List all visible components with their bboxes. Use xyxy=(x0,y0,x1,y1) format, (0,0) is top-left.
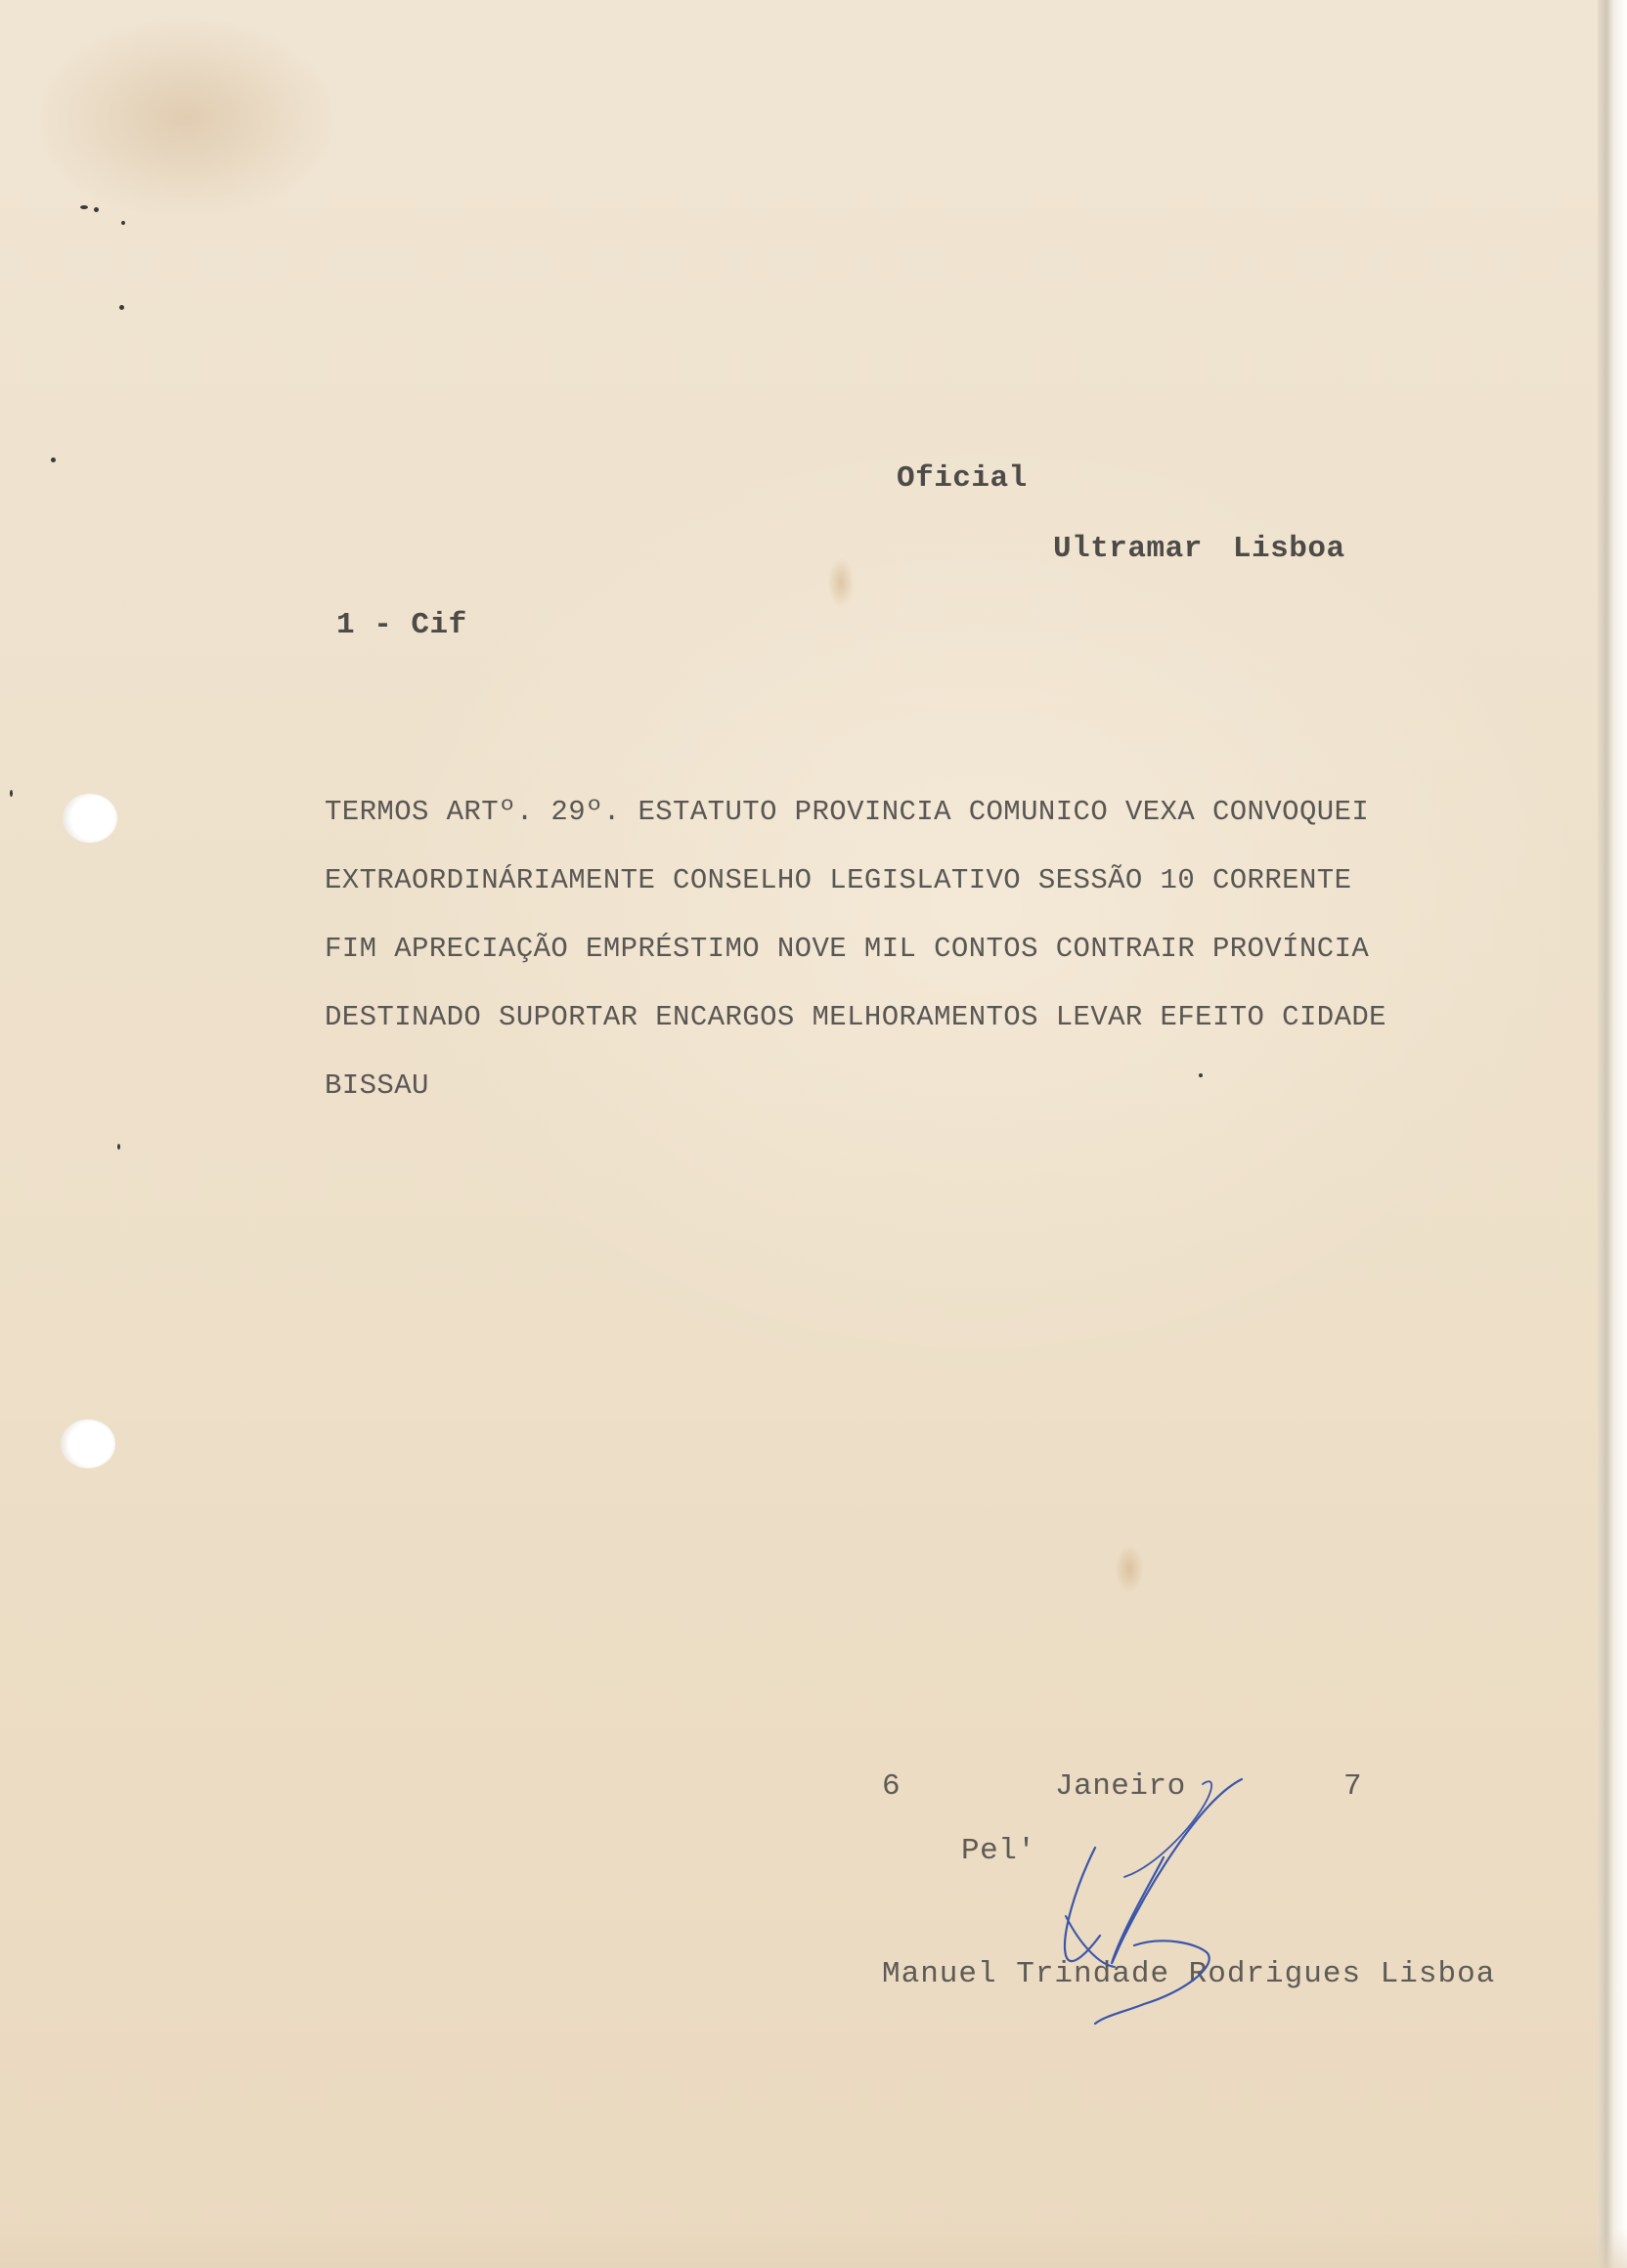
date-year: 7 xyxy=(1343,1769,1363,1804)
body-line: FIM APRECIAÇÃO EMPRÉSTIMO NOVE MIL CONTOS CONTRAIR PROVÍNCIA xyxy=(325,933,1370,965)
signer-name: Manuel Trindade Rodrigues Lisboa xyxy=(882,1957,1496,1991)
body-line: DESTINADO SUPORTAR ENCARGOS MELHORAMENTOS LEVAR EFEITO CIDADE xyxy=(325,1001,1386,1033)
ink-speck xyxy=(51,458,56,462)
date-day: 6 xyxy=(882,1769,901,1804)
telegram-body xyxy=(325,778,1386,1120)
punch-hole-top xyxy=(63,794,117,843)
body-line: TERMOS ARTº. 29º. ESTATUTO PROVINCIA COMUNICO VEXA CONVOQUEI xyxy=(325,796,1370,828)
body-line: EXTRAORDINÁRIAMENTE CONSELHO LEGISLATIVO SESSÃO 10 CORRENTE xyxy=(325,864,1352,896)
punch-hole-bottom xyxy=(61,1419,115,1468)
classification-label: Oficial xyxy=(897,461,1028,496)
page-shadow xyxy=(0,2229,1627,2268)
paper-stain xyxy=(1115,1545,1144,1593)
ink-speck xyxy=(121,221,125,225)
body-line: BISSAU xyxy=(325,1069,429,1102)
handwritten-signature xyxy=(1007,1760,1271,2033)
page-edge xyxy=(1598,0,1627,2268)
ink-speck xyxy=(117,1144,120,1150)
pel-label: Pel' xyxy=(961,1834,1036,1868)
ink-speck xyxy=(80,205,88,209)
ink-speck xyxy=(94,207,99,212)
ink-speck xyxy=(119,305,124,310)
reference-number: 1 - Cif xyxy=(336,608,467,642)
date-month: Janeiro xyxy=(1055,1769,1186,1804)
destination-label: Ultramar Lisboa xyxy=(1053,532,1345,566)
ink-speck xyxy=(10,790,13,797)
paper-stain xyxy=(827,557,855,608)
